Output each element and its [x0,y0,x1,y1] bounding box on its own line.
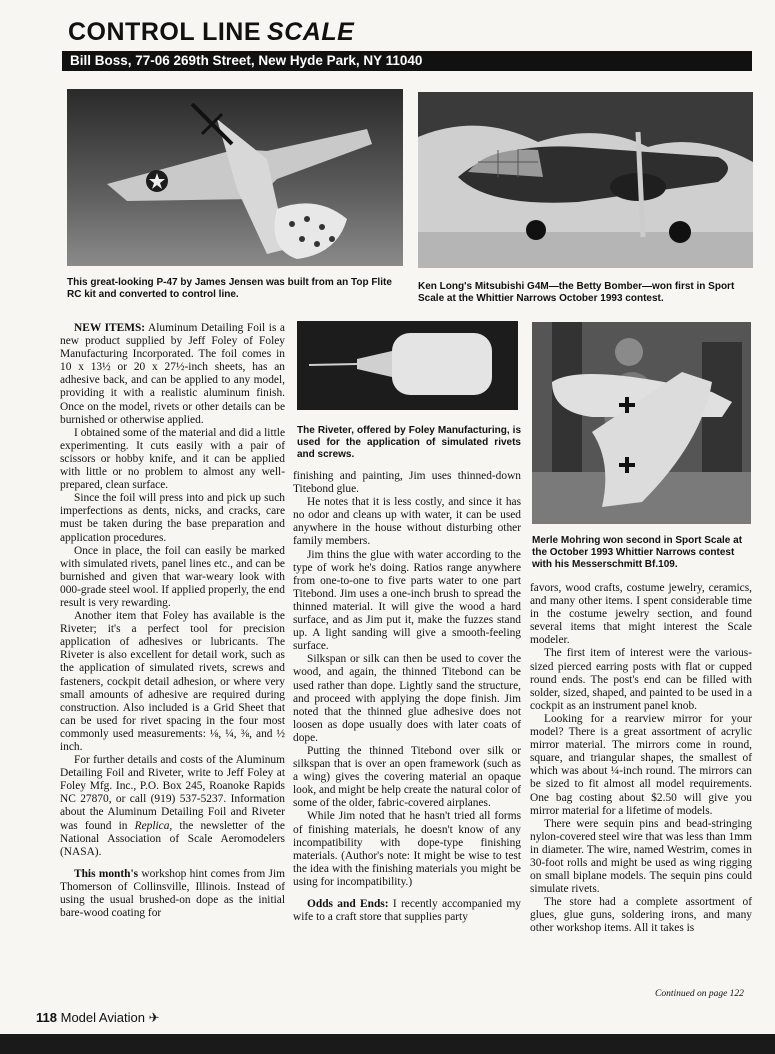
paragraph: Looking for a rearview mirror for your model? There is a great assortment of acrylic mirror material. The mirrors come in round, square, and triangular shapes, the smallest of which was about ¼-inch round. The mirrors can be sized to fit almost all model requirements. One bag costing about $2.50 will give you mirror material for a lifetime of models. [530,712,752,817]
workshop-hint-text: workshop hint comes from Jim Thomerson of Collinsville, Illinois. Instead of using the usual brushed-on dope as the initial bare-wood coating for [60,867,285,920]
continued-note: Continued on page 122 [655,989,744,999]
paragraph-contact [60,754,285,859]
new-items-lead: NEW ITEMS: [74,322,146,334]
riveter-illustration [297,321,518,410]
paragraph: I obtained some of the material and did a little experimenting. It cuts easily with a pair of scissors or hobby knife, and it can be applied with little or no problem to almost any well-prepared, clean surface. [60,426,285,492]
airplane-icon: ✈ [148,1010,160,1025]
author-byline: Bill Boss, 77-06 269th Street, New Hyde Park, NY 11040 [62,51,752,71]
contact-text-end: the newsletter of the National Association of Scale Aeromodelers (NASA). [60,819,285,858]
odds-and-ends-lead: Odds and Ends: [307,898,389,910]
paragraph: Jim thins the glue with water according to the type of work he's doing. Ratios range anywhere from one-to-one to five parts water to one part Titebond. Jim uses a one-inch brush to spread the thinned material. It will give the wood a hard surface, and as Jim put it, make the fuzzes stand up. A light sanding will give a smooth-feeling surface. [293,548,521,653]
paragraph: Since the foil will press into and pick up such imperfections as dents, nicks, and cracks, care must be taken during the base preparation and application procedures. [60,492,285,544]
article-column-3 [530,582,752,936]
contact-text: For further details and costs of the Aluminum Detailing Foil and Riveter, write to Jeff Foley at Foley Mfg. Inc., P.O. Box 245, Roanoke Rapids NC 27870, or call (919) 537-5237. Information about the Aluminum Detailing Foil and Riveter was found in [60,754,285,832]
paragraph: Once in place, the foil can easily be marked with simulated rivets, panel lines etc., and can be burnished and given that war-weary look with 000-grade steel wool. If applied properly, the end result is very rewarding. [60,544,285,609]
paragraph-workshop-hint [60,868,285,920]
paragraph: Putting the thinned Titebond over silk or silkspan that is over an open framework (such as a wing) gives the covering material an opaque look, and might be help create the natural color of some of the older, fabric-covered airplanes. [293,744,521,810]
column-title [68,18,354,47]
paragraph: While Jim noted that he hasn't tried all forms of finishing materials, he doesn't know of any incompatibility with dope-type finishing materials. (Author's note: It might be wise to test the idea with the finishing materials you might be using for incompatibility.) [293,810,521,888]
paragraph-new-items [60,322,285,427]
messerschmitt-illustration [532,322,751,524]
page-footer [36,1010,159,1026]
magazine-name: Model Aviation [60,1010,145,1025]
caption-betty-bomber: Ken Long's Mitsubishi G4M—the Betty Bomber—won first in Sport Scale at the Whittier Narrows October 1993 contest. [418,281,735,304]
paragraph: Silkspan or silk can then be used to cover the wood, and again, the thinned Titebond can be used rather than dope. Lightly sand the structure, and proceed with applying the dope finish. Jim noted that the thinned glue adhesive does not loosen as dope usually does with later coats of dope. [293,653,521,744]
article-column-2 [293,470,521,924]
title-italic: SCALE [267,18,355,46]
betty-illustration [418,92,753,268]
photo-betty-bomber [418,92,753,268]
paragraph: The store had a complete assortment of glues, glue guns, soldering irons, and many other workshop items. All it takes is [530,896,752,935]
paragraph: He notes that it is less costly, and since it has no odor and cleans up with water, it can be used anywhere in the house without disturbing other family members. [293,496,521,548]
paragraph: favors, wood crafts, costume jewelry, ceramics, and many other items. I spent considerable time in the costume jewelry section, and found several items that might interest the Scale modeler. [530,582,752,647]
title-bold: CONTROL LINE [68,18,262,46]
new-items-text: Aluminum Detailing Foil is a new product supplied by Jeff Foley of Foley Manufacturing Incorporated. The foil comes in 10 x 13½ or 20 x 27½-inch sheets, has an adhesive back, and can be applied to any model, providing it with a realistic aluminum finish. Once on the model, rivets or other details can be burnished or otherwise applied. [60,322,285,426]
p47-illustration [67,89,403,266]
photo-p47 [67,89,403,266]
paragraph: finishing and painting, Jim uses thinned-down Titebond glue. [293,470,521,496]
bottom-border [0,1034,775,1054]
caption-riveter: The Riveter, offered by Foley Manufacturing, is used for the application of simulated rivets and screws. [297,425,521,460]
odds-and-ends-text: I recently accompanied my wife to a craft store that supplies party [293,898,521,924]
caption-p47: This great-looking P-47 by James Jensen was built from an Top Flite RC kit and converted to control line. [67,277,392,300]
paragraph: The first item of interest were the various-sized pierced earring posts with flat or cupped round ends. The post's end can be filled with solder, sized, shaped, and painted to be used in a cockpit as an instrument panel knob. [530,647,752,712]
page-number: 118 [36,1010,57,1025]
replica-title: Replica, [134,819,173,832]
paragraph: Another item that Foley has available is the Riveter; it's a perfect tool for precision application of adhesives or lubricants. The Riveter is also excellent for detail work, such as the application of simulated rivets, screws and fasteners, cockpit detail adhesion, or where very small amounts of adhesive are required during construction. Also included is a Grid Sheet that can be used for rivet spacing in the four most commonly used measurements: ⅛, ¼, ⅜, and ½ inch. [60,610,285,753]
caption-messerschmitt: Merle Mohring won second in Sport Scale at the October 1993 Whittier Narrows contest with his Messerschmitt Bf.109. [532,535,743,570]
photo-riveter [297,321,518,410]
paragraph: There were sequin pins and bead-stringing nylon-covered steel wire that was less than 1mm in diameter. The wire, named Westrim, comes in 30-foot rolls and might be used as wing rigging on small biplane models. The sequin pins could simulate rivets. [530,817,752,896]
photo-messerschmitt [532,322,751,524]
paragraph-odds-and-ends [293,898,521,924]
article-column-1 [60,322,285,920]
workshop-hint-lead: This month's [74,867,139,880]
